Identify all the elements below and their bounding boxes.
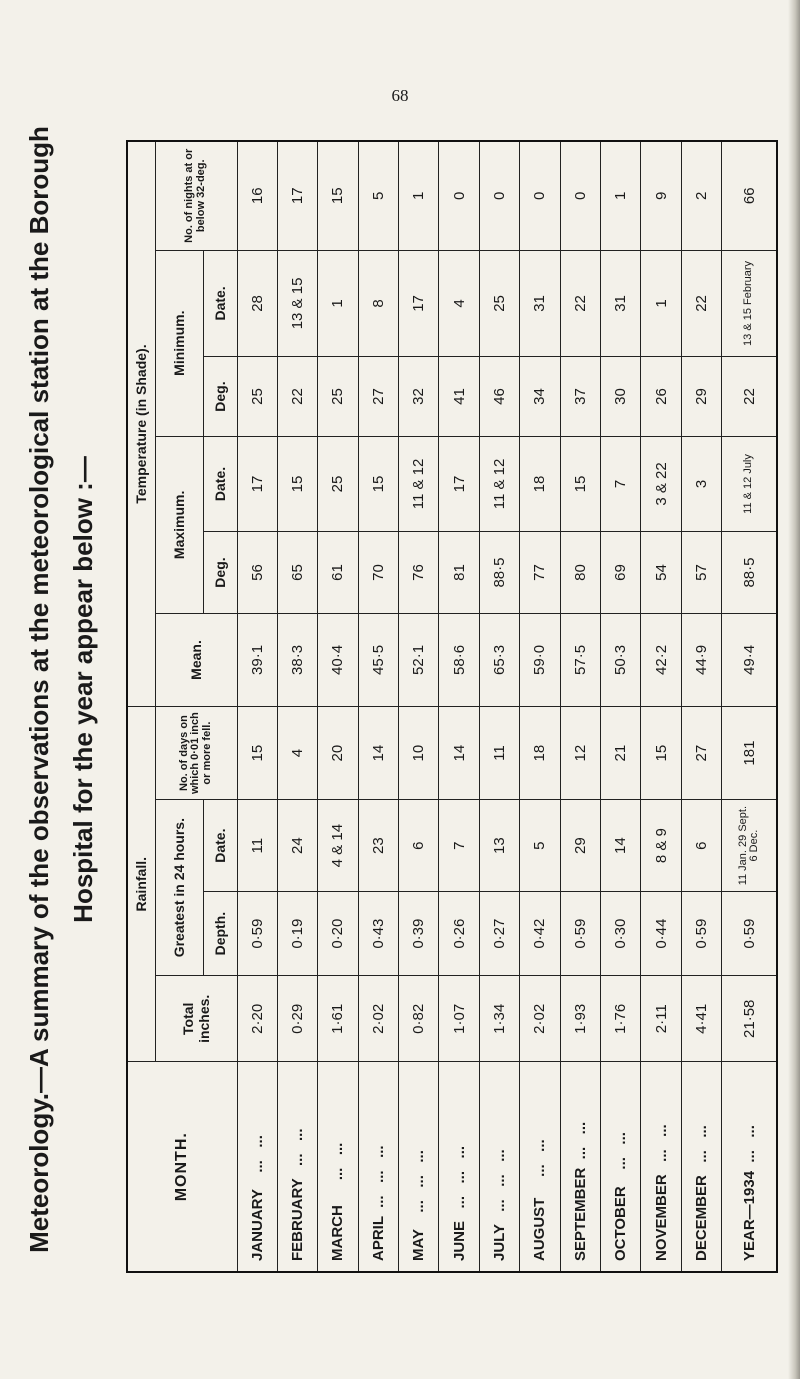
cell-total-inches: 2·02	[358, 976, 398, 1062]
cell-days: 20	[318, 707, 358, 800]
header-max-deg: Deg.	[203, 532, 237, 614]
cell-greatest-date: 11 Jan. 29 Sept. 6 Dec.	[722, 800, 777, 892]
cell-total-inches: 2·11	[641, 976, 681, 1062]
cell-greatest-date: 13	[479, 800, 519, 892]
cell-max-deg: 80	[560, 532, 600, 614]
heading-line-1: Meteorology.—A summary of the observations at the meteorological station at the Borough	[24, 126, 54, 1253]
table-row	[318, 141, 358, 1272]
cell-month: JULY ... ... ...	[479, 1062, 519, 1272]
cell-days: 14	[358, 707, 398, 800]
header-greatest-date: Date.	[203, 800, 237, 892]
cell-nights: 0	[479, 141, 519, 250]
cell-min-deg: 25	[237, 357, 277, 436]
cell-month: NOVEMBER ... ...	[641, 1062, 681, 1272]
cell-mean: 65·3	[479, 613, 519, 706]
cell-mean: 58·6	[439, 613, 479, 706]
cell-mean: 42·2	[641, 613, 681, 706]
cell-min-deg: 22	[277, 357, 317, 436]
cell-mean: 59·0	[520, 613, 560, 706]
header-minimum: Minimum.	[155, 250, 203, 436]
cell-mean: 50·3	[601, 613, 641, 706]
cell-max-deg: 76	[399, 532, 439, 614]
cell-min-date: 31	[520, 250, 560, 357]
cell-mean: 44·9	[681, 613, 721, 706]
cell-min-deg: 27	[358, 357, 398, 436]
cell-max-date: 7	[601, 436, 641, 531]
cell-max-deg: 65	[277, 532, 317, 614]
cell-min-date: 22	[681, 250, 721, 357]
cell-min-date: 17	[399, 250, 439, 357]
cell-total-inches: 0·82	[399, 976, 439, 1062]
header-maximum: Maximum.	[155, 436, 203, 613]
cell-month: MARCH ... ...	[318, 1062, 358, 1272]
cell-greatest-date: 6	[399, 800, 439, 892]
cell-min-date: 4	[439, 250, 479, 357]
cell-depth: 0·59	[237, 892, 277, 976]
cell-greatest-date: 11	[237, 800, 277, 892]
page-edge-shadow	[788, 0, 800, 1379]
cell-max-deg: 69	[601, 532, 641, 614]
cell-nights: 1	[601, 141, 641, 250]
cell-depth: 0·20	[318, 892, 358, 976]
cell-max-date: 15	[358, 436, 398, 531]
header-greatest-24: Greatest in 24 hours.	[155, 800, 203, 976]
cell-max-date: 17	[237, 436, 277, 531]
cell-total-inches: 1·93	[560, 976, 600, 1062]
cell-month: DECEMBER ... ...	[681, 1062, 721, 1272]
cell-min-date: 28	[237, 250, 277, 357]
cell-depth: 0·26	[439, 892, 479, 976]
cell-nights: 1	[399, 141, 439, 250]
cell-max-date: 11 & 12 July	[722, 436, 777, 531]
cell-depth: 0·59	[560, 892, 600, 976]
cell-mean: 57·5	[560, 613, 600, 706]
table-body	[237, 141, 777, 1272]
table-row	[358, 141, 398, 1272]
cell-month: APRIL ... ... ...	[358, 1062, 398, 1272]
cell-nights: 0	[560, 141, 600, 250]
cell-days: 181	[722, 707, 777, 800]
cell-max-deg: 61	[318, 532, 358, 614]
cell-greatest-date: 4 & 14	[318, 800, 358, 892]
cell-max-date: 25	[318, 436, 358, 531]
cell-min-date: 13 & 15	[277, 250, 317, 357]
cell-days: 10	[399, 707, 439, 800]
table-row	[641, 141, 681, 1272]
cell-min-deg: 29	[681, 357, 721, 436]
cell-days: 11	[479, 707, 519, 800]
cell-greatest-date: 23	[358, 800, 398, 892]
cell-max-deg: 88·5	[479, 532, 519, 614]
header-temperature: Temperature (in Shade).	[127, 141, 155, 707]
cell-total-inches: 2·02	[520, 976, 560, 1062]
cell-max-date: 11 & 12	[399, 436, 439, 531]
cell-max-deg: 88·5	[722, 532, 777, 614]
cell-days: 14	[439, 707, 479, 800]
cell-max-deg: 70	[358, 532, 398, 614]
header-month: MONTH.	[127, 1062, 237, 1272]
cell-total-inches: 1·61	[318, 976, 358, 1062]
cell-greatest-date: 14	[601, 800, 641, 892]
cell-min-deg: 34	[520, 357, 560, 436]
cell-days: 21	[601, 707, 641, 800]
cell-max-date: 3 & 22	[641, 436, 681, 531]
cell-days: 12	[560, 707, 600, 800]
meteorology-table	[126, 140, 778, 1273]
header-min-deg: Deg.	[203, 357, 237, 436]
cell-depth: 0·59	[722, 892, 777, 976]
cell-greatest-date: 5	[520, 800, 560, 892]
header-depth: Depth.	[203, 892, 237, 976]
cell-nights: 0	[520, 141, 560, 250]
cell-greatest-date: 8 & 9	[641, 800, 681, 892]
cell-min-date: 8	[358, 250, 398, 357]
cell-nights: 15	[318, 141, 358, 250]
cell-max-date: 15	[277, 436, 317, 531]
cell-min-deg: 46	[479, 357, 519, 436]
cell-mean: 45·5	[358, 613, 398, 706]
cell-month: FEBRUARY ... ...	[277, 1062, 317, 1272]
header-max-date: Date.	[203, 436, 237, 531]
cell-days: 27	[681, 707, 721, 800]
cell-depth: 0·19	[277, 892, 317, 976]
cell-depth: 0·30	[601, 892, 641, 976]
cell-min-date: 13 & 15 February	[722, 250, 777, 357]
header-days-001: No. of days on which 0·01 inch or more fell.	[155, 707, 237, 800]
cell-nights: 17	[277, 141, 317, 250]
cell-depth: 0·39	[399, 892, 439, 976]
cell-nights: 0	[439, 141, 479, 250]
table-row	[479, 141, 519, 1272]
cell-mean: 38·3	[277, 613, 317, 706]
cell-month: OCTOBER ... ...	[601, 1062, 641, 1272]
cell-mean: 52·1	[399, 613, 439, 706]
cell-depth: 0·27	[479, 892, 519, 976]
cell-min-deg: 30	[601, 357, 641, 436]
cell-max-deg: 77	[520, 532, 560, 614]
header-rainfall: Rainfall.	[127, 707, 155, 1062]
page-number: 68	[391, 86, 409, 105]
table-row	[722, 141, 777, 1272]
header-min-date: Date.	[203, 250, 237, 357]
cell-greatest-date: 7	[439, 800, 479, 892]
cell-total-inches: 21·58	[722, 976, 777, 1062]
cell-depth: 0·44	[641, 892, 681, 976]
cell-max-deg: 57	[681, 532, 721, 614]
cell-depth: 0·42	[520, 892, 560, 976]
cell-greatest-date: 6	[681, 800, 721, 892]
cell-min-deg: 26	[641, 357, 681, 436]
table-row	[399, 141, 439, 1272]
cell-min-date: 31	[601, 250, 641, 357]
cell-min-date: 22	[560, 250, 600, 357]
cell-total-inches: 0·29	[277, 976, 317, 1062]
cell-min-date: 25	[479, 250, 519, 357]
cell-days: 15	[641, 707, 681, 800]
table-row	[439, 141, 479, 1272]
cell-days: 18	[520, 707, 560, 800]
header-nights: No. of nights at or below 32-deg.	[155, 141, 237, 250]
cell-nights: 9	[641, 141, 681, 250]
cell-max-deg: 81	[439, 532, 479, 614]
cell-greatest-date: 29	[560, 800, 600, 892]
cell-depth: 0·43	[358, 892, 398, 976]
table-row	[681, 141, 721, 1272]
cell-mean: 39·1	[237, 613, 277, 706]
cell-max-deg: 54	[641, 532, 681, 614]
cell-nights: 16	[237, 141, 277, 250]
cell-depth: 0·59	[681, 892, 721, 976]
header-mean: Mean.	[155, 613, 237, 706]
cell-total-inches: 1·76	[601, 976, 641, 1062]
table-row	[237, 141, 277, 1272]
cell-total-inches: 4·41	[681, 976, 721, 1062]
cell-max-deg: 56	[237, 532, 277, 614]
cell-greatest-date: 24	[277, 800, 317, 892]
heading	[10, 0, 120, 1379]
cell-mean: 49·4	[722, 613, 777, 706]
meteorology-table-container	[126, 140, 778, 1273]
cell-month: SEPTEMBER ... ...	[560, 1062, 600, 1272]
cell-nights: 5	[358, 141, 398, 250]
cell-min-deg: 22	[722, 357, 777, 436]
cell-nights: 66	[722, 141, 777, 250]
header-total-inches: Total inches.	[155, 976, 237, 1062]
cell-min-deg: 25	[318, 357, 358, 436]
heading-line-2: Hospital for the year appear below :—	[68, 456, 98, 923]
cell-month: JUNE ... ... ...	[439, 1062, 479, 1272]
cell-month: MAY ... ... ...	[399, 1062, 439, 1272]
cell-max-date: 15	[560, 436, 600, 531]
cell-max-date: 11 & 12	[479, 436, 519, 531]
cell-month: AUGUST ... ...	[520, 1062, 560, 1272]
cell-nights: 2	[681, 141, 721, 250]
cell-days: 4	[277, 707, 317, 800]
table-row	[560, 141, 600, 1272]
cell-min-date: 1	[318, 250, 358, 357]
cell-total-inches: 2·20	[237, 976, 277, 1062]
cell-mean: 40·4	[318, 613, 358, 706]
cell-month: JANUARY ... ...	[237, 1062, 277, 1272]
table-row	[520, 141, 560, 1272]
cell-days: 15	[237, 707, 277, 800]
cell-max-date: 17	[439, 436, 479, 531]
cell-min-deg: 32	[399, 357, 439, 436]
cell-min-deg: 41	[439, 357, 479, 436]
cell-max-date: 3	[681, 436, 721, 531]
cell-total-inches: 1·34	[479, 976, 519, 1062]
cell-min-deg: 37	[560, 357, 600, 436]
table-row	[277, 141, 317, 1272]
cell-min-date: 1	[641, 250, 681, 357]
cell-max-date: 18	[520, 436, 560, 531]
cell-month: YEAR—1934 ... ...	[722, 1062, 777, 1272]
cell-total-inches: 1·07	[439, 976, 479, 1062]
table-row	[601, 141, 641, 1272]
